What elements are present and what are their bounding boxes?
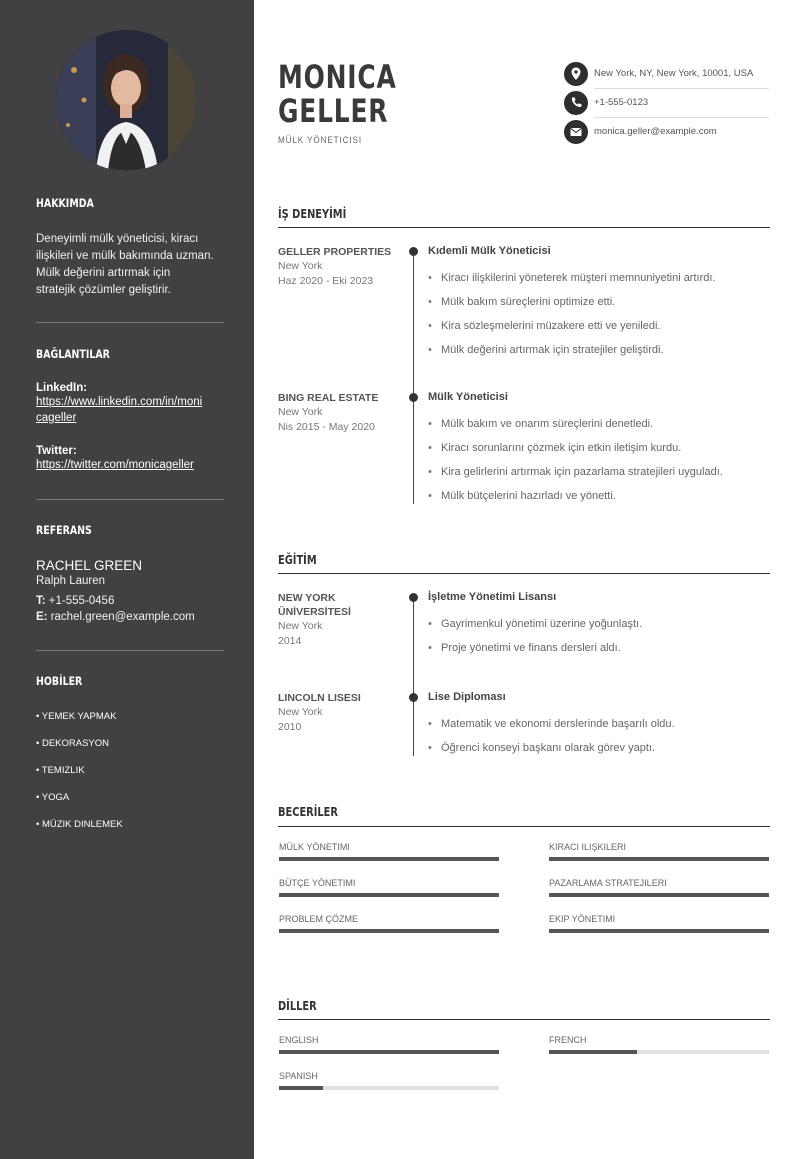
timeline-dot: [409, 393, 418, 402]
skill-bar: [549, 857, 769, 861]
about-line: stratejik çözümler geliştirir.: [36, 284, 171, 296]
reference-email-label: E:: [36, 611, 48, 623]
skill-item: [279, 842, 499, 861]
reference-title: REFERANS: [36, 523, 92, 537]
reference-name: RACHEL GREEN: [36, 558, 143, 573]
languages-title: DİLLER: [278, 999, 317, 1013]
sidebar: [0, 0, 254, 1159]
skill-bar: [279, 857, 499, 861]
sidebar-divider: [36, 650, 224, 651]
experience-role: Kıdemli Mülk Yöneticisi: [428, 245, 551, 257]
sidebar-divider: [36, 322, 224, 323]
bullet-item: • Kiracı ilişkilerini yöneterek müşteri memnuniyetini artırdı.: [428, 271, 770, 295]
reference-details: [36, 558, 224, 625]
address-text: New York, NY, New York, 10001, USA: [594, 68, 754, 79]
hobby-item: • DEKORASYON: [36, 738, 110, 749]
education-org: [278, 591, 398, 619]
hobbies-list: [36, 711, 224, 846]
bullet-item: • Proje yönetimi ve finans dersleri aldı.: [428, 641, 770, 665]
sidebar-divider: [36, 499, 224, 500]
experience-location: New York: [278, 406, 323, 418]
experience-org: GELLER PROPERTIES: [278, 246, 392, 258]
experience-location: New York: [278, 260, 323, 272]
language-name: SPANISH: [279, 1071, 318, 1081]
bullet-item: • Mülk değerini artırmak için stratejiler geliştirdi.: [428, 343, 770, 367]
language-bar-fill: [279, 1050, 499, 1054]
about-section: [36, 196, 224, 210]
skill-name: MÜLK YÖNETIMI: [279, 842, 350, 852]
job-title: MÜLK YÖNETICISI: [278, 135, 363, 145]
timeline-dot: [409, 693, 418, 702]
skill-bar-fill: [279, 857, 499, 861]
language-item: [279, 1071, 499, 1090]
contact-phone: [564, 89, 769, 118]
experience-role: Mülk Yöneticisi: [428, 391, 508, 403]
contact-address: [564, 60, 769, 89]
experience-bullets: [428, 271, 770, 367]
hobbies-title: HOBİLER: [36, 674, 83, 688]
education-org-line: NEW YORK: [278, 592, 336, 604]
bullet-item: • Kira sözleşmelerini müzakere etti ve yeniledi.: [428, 319, 770, 343]
skill-bar-fill: [549, 929, 769, 933]
twitter-link-block: [36, 445, 224, 473]
skill-item: [549, 914, 769, 933]
bullet-item: • Kiracı sorunlarını çözmek için etkin iletişim kurdu.: [428, 441, 770, 465]
skill-item: [549, 842, 769, 861]
linkedin-url-line[interactable]: https://www.linkedin.com/in/moni: [36, 396, 203, 408]
reference-phone-label: T:: [36, 595, 46, 607]
education-dates: 2010: [278, 721, 302, 733]
skill-name: PROBLEM ÇÖZME: [279, 914, 359, 924]
twitter-url[interactable]: https://twitter.com/monicageller: [36, 459, 194, 471]
skill-bar: [279, 929, 499, 933]
language-bar: [279, 1086, 499, 1090]
language-bar-fill: [279, 1086, 323, 1090]
about-line: Mülk değerini artırmak için: [36, 267, 171, 279]
education-location: New York: [278, 706, 323, 718]
bullet-item: • Kira gelirlerini artırmak için pazarlama stratejileri uyguladı.: [428, 465, 770, 489]
candidate-name: [278, 60, 397, 128]
contact-email: [564, 118, 769, 147]
reference-company: Ralph Lauren: [36, 575, 106, 587]
reference-phone-row: [36, 593, 224, 609]
reference-phone: +1-555-0456: [48, 595, 115, 607]
linkedin-label: LinkedIn:: [36, 382, 88, 394]
reference-email: rachel.green@example.com: [50, 611, 195, 623]
email-text: monica.geller@example.com: [594, 126, 717, 137]
education-dates: 2014: [278, 635, 302, 647]
phone-text: +1-555-0123: [594, 97, 649, 108]
language-name: FRENCH: [549, 1035, 587, 1045]
experience-org: BING REAL ESTATE: [278, 392, 379, 404]
skill-bar: [279, 893, 499, 897]
experience-timeline: [413, 252, 414, 504]
skill-item: [279, 878, 499, 897]
education-timeline: [413, 598, 414, 756]
hobby-item: • MÜZIK DINLEMEK: [36, 819, 123, 830]
linkedin-link-block: [36, 382, 224, 426]
envelope-icon: [564, 120, 588, 144]
section-rule: [278, 826, 770, 827]
skill-name: EKIP YÖNETIMI: [549, 914, 616, 924]
bullet-item: • Mülk bütçelerini hazırladı ve yönetti.: [428, 489, 770, 513]
section-rule: [278, 1019, 770, 1020]
skill-item: [279, 914, 499, 933]
skill-bar-fill: [549, 857, 769, 861]
location-pin-icon: [564, 62, 588, 86]
profile-photo-illustration: [56, 30, 197, 171]
bullet-item: • Mülk bakım ve onarım süreçlerini denetledi.: [428, 417, 770, 441]
skill-bar: [549, 893, 769, 897]
about-line: Deneyimli mülk yöneticisi, kiracı: [36, 233, 199, 245]
education-degree: Lise Diploması: [428, 691, 506, 703]
section-rule: [278, 573, 770, 574]
hobby-item: • YOGA: [36, 792, 70, 803]
education-degree: İşletme Yönetimi Lisansı: [428, 591, 557, 603]
reference-section: [36, 523, 224, 537]
linkedin-url-line[interactable]: cageller: [36, 412, 77, 424]
last-name: GELLER: [278, 92, 389, 130]
bullet-item: • Gayrimenkul yönetimi üzerine yoğunlaştı.: [428, 617, 770, 641]
section-rule: [278, 227, 770, 228]
bullet-item: • Matematik ve ekonomi derslerinde başarılı oldu.: [428, 717, 770, 741]
skill-name: PAZARLAMA STRATEJILERI: [549, 878, 667, 888]
education-bullets: [428, 617, 770, 665]
education-title: EĞİTİM: [278, 553, 317, 567]
experience-bullets: [428, 417, 770, 513]
about-line: ilişkileri ve mülk bakımında uzman.: [36, 250, 214, 262]
linkedin-url[interactable]: [36, 394, 224, 426]
experience-title: İŞ DENEYİMİ: [278, 207, 347, 221]
profile-photo: [56, 30, 197, 171]
skills-title: BECERİLER: [278, 805, 338, 819]
skill-item: [549, 878, 769, 897]
about-text: [36, 231, 224, 299]
hobby-item: • TEMIZLIK: [36, 765, 85, 776]
links-section: [36, 347, 224, 361]
twitter-label: Twitter:: [36, 445, 77, 457]
skill-bar: [549, 929, 769, 933]
links-title: BAĞLANTILAR: [36, 347, 110, 361]
education-location: New York: [278, 620, 323, 632]
skill-bar-fill: [279, 929, 499, 933]
reference-email-row: [36, 609, 224, 625]
skill-name: KIRACI ILIŞKILERI: [549, 842, 627, 852]
experience-dates: Nis 2015 - May 2020: [278, 421, 375, 433]
phone-icon: [564, 91, 588, 115]
education-org: LINCOLN LISESI: [278, 692, 361, 704]
timeline-dot: [409, 247, 418, 256]
hobbies-section: [36, 674, 224, 688]
skill-name: BÜTÇE YÖNETIMI: [279, 878, 356, 888]
language-bar: [549, 1050, 769, 1054]
hobby-item: • YEMEK YAPMAK: [36, 711, 117, 722]
education-org-line: ÜNİVERSİTESİ: [278, 606, 351, 618]
first-name: MONICA: [278, 58, 397, 96]
education-bullets: [428, 717, 770, 765]
bullet-item: • Öğrenci konseyi başkanı olarak görev yaptı.: [428, 741, 770, 765]
language-name: ENGLISH: [279, 1035, 319, 1045]
language-item: [279, 1035, 499, 1054]
language-bar: [279, 1050, 499, 1054]
timeline-dot: [409, 593, 418, 602]
bullet-item: • Mülk bakım süreçlerini optimize etti.: [428, 295, 770, 319]
skill-bar-fill: [549, 893, 769, 897]
language-bar-fill: [549, 1050, 637, 1054]
skill-bar-fill: [279, 893, 499, 897]
about-title: HAKKIMDA: [36, 196, 94, 210]
language-item: [549, 1035, 769, 1054]
experience-dates: Haz 2020 - Eki 2023: [278, 275, 374, 287]
